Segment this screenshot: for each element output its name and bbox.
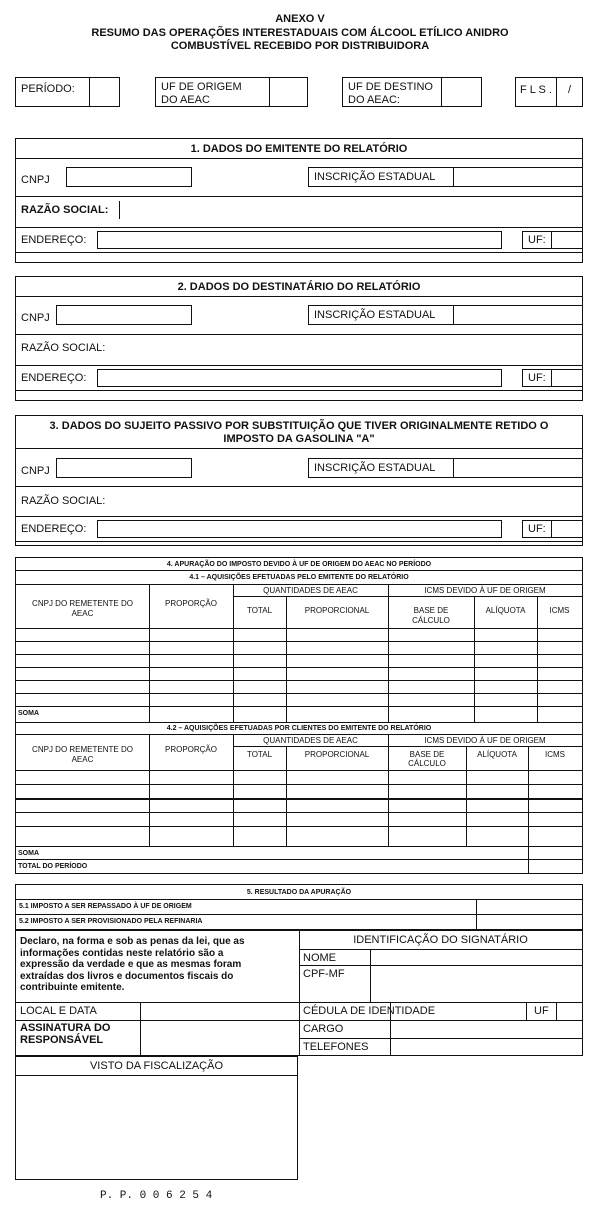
s2-razao-label: RAZÃO SOCIAL: — [21, 342, 106, 354]
t41-row[interactable] — [16, 706, 582, 707]
declaration-line: extraídas dos livros e documentos fiscais do — [20, 970, 234, 982]
s1-uf-box — [522, 231, 552, 249]
s3-inscricao-box — [308, 458, 454, 478]
signature-block — [15, 930, 583, 1056]
visto-fiscalizacao-title: VISTO DA FISCALIZAÇÃO — [89, 1060, 224, 1072]
cedula-uf-input[interactable] — [557, 1003, 582, 1019]
annex-label: ANEXO V — [275, 13, 325, 25]
s2-inscricao-box — [308, 305, 454, 325]
t42-col-base-1: BASE DE — [409, 750, 445, 759]
s1-endereco-input[interactable] — [97, 231, 502, 249]
t41-col-proporcao: PROPORÇÃO — [164, 599, 217, 608]
section-4-2-title: 4.2 – AQUISIÇÕES EFETUADAS POR CLIENTES DO EMITENTE DO RELATÓRIO — [166, 725, 432, 732]
s2-cnpj-label: CNPJ — [21, 312, 50, 324]
periodo-label: PERÍODO: — [21, 83, 75, 95]
t41-row[interactable] — [16, 654, 582, 655]
assinatura-label-1: ASSINATURA DO — [20, 1022, 111, 1034]
uf-origem-label-1: UF DE ORIGEM — [161, 81, 242, 93]
s2-cnpj-input[interactable] — [56, 305, 192, 325]
section-2-destinatario — [15, 276, 583, 401]
s3-endereco-label: ENDEREÇO: — [21, 523, 87, 535]
t42-col-quantidades: QUANTIDADES DE AEAC — [263, 736, 358, 745]
cedula-uf-label: UF — [534, 1005, 549, 1017]
uf-origem-label-2: DO AEAC — [161, 94, 210, 106]
footer-pp-code: P. P. 0 0 6 2 5 4 — [100, 1190, 213, 1202]
cpf-label: CPF-MF — [303, 968, 345, 980]
t41-col-proporcional: PROPORCIONAL — [304, 606, 370, 615]
declaration-line: Declaro, na forma e sob as penas da lei, que as — [20, 936, 245, 947]
s5-item-2-label: 5.2 IMPOSTO A SER PROVISIONADO PELA REFINARIA — [19, 918, 203, 925]
t42-col-icms: ICMS — [545, 750, 565, 759]
section-4-title: 4. APURAÇÃO DO IMPOSTO DEVIDO À UF DE ORIGEM DO AEAC NO PERÍODO — [166, 561, 432, 568]
t41-col-aliquota: ALÍQUOTA — [485, 606, 526, 615]
declaration-text — [20, 936, 296, 994]
assinatura-input[interactable] — [141, 1021, 299, 1056]
t41-col-cnpj-1: CNPJ DO REMETENTE DO — [32, 599, 133, 608]
declaration-line: informações contidas neste relatório são a — [20, 947, 224, 959]
fls-slash: / — [568, 84, 572, 96]
local-data-input[interactable] — [141, 1003, 299, 1019]
t42-col-cnpj-2: AEAC — [71, 755, 94, 764]
t42-col-icms-devido: ICMS DEVIDO À UF DE ORIGEM — [424, 736, 546, 745]
s2-uf-box — [522, 369, 552, 387]
s3-endereco-input[interactable] — [97, 520, 502, 538]
s1-inscricao-input[interactable] — [454, 167, 582, 187]
s1-cnpj-label: CNPJ — [21, 174, 50, 186]
s2-endereco-label: ENDEREÇO: — [21, 372, 87, 384]
t41-row[interactable] — [16, 680, 582, 681]
telefones-label: TELEFONES — [303, 1041, 369, 1053]
t41-col-cnpj-2: AEAC — [71, 609, 94, 618]
periodo-field[interactable] — [15, 77, 120, 107]
section-1-title: 1. DADOS DO EMITENTE DO RELATÓRIO — [190, 143, 408, 155]
uf-destino-field[interactable] — [342, 77, 482, 107]
identificacao-signatario-title: IDENTIFICAÇÃO DO SIGNATÁRIO — [353, 934, 528, 946]
uf-origem-field[interactable] — [155, 77, 308, 107]
telefones-input[interactable] — [391, 1039, 582, 1056]
section-5-title: 5. RESULTADO DA APURAÇÃO — [246, 889, 352, 896]
section-4-apuracao — [15, 557, 583, 874]
section-1-emitente — [15, 138, 583, 263]
t41-row[interactable] — [16, 693, 582, 694]
nome-label: NOME — [303, 952, 336, 964]
t42-row[interactable] — [16, 784, 582, 785]
t42-col-cnpj-1: CNPJ DO REMETENTE DO — [32, 745, 133, 754]
s1-inscricao-box — [308, 167, 454, 187]
section-3-sujeito-passivo — [15, 415, 583, 546]
t42-row[interactable] — [16, 812, 582, 813]
t41-col-base-2: CÁLCULO — [412, 616, 450, 625]
t41-col-quantidades: QUANTIDADES DE AEAC — [263, 586, 358, 595]
s1-uf-label: UF: — [528, 234, 546, 246]
s2-uf-label: UF: — [528, 372, 546, 384]
section-4-1-title: 4.1 – AQUISIÇÕES EFETUADAS PELO EMITENTE DO RELATÓRIO — [189, 574, 409, 581]
fls-label: F L S . — [520, 84, 552, 96]
t42-row[interactable] — [16, 826, 582, 827]
s1-uf-input[interactable] — [552, 231, 582, 249]
t42-col-proporcao: PROPORÇÃO — [164, 745, 217, 754]
cedula-label: CÉDULA DE IDENTIDADE — [303, 1005, 436, 1017]
t41-col-icms-devido: ICMS DEVIDO À UF DE ORIGEM — [424, 586, 546, 595]
local-data-label: LOCAL E DATA — [20, 1005, 97, 1017]
section-2-title: 2. DADOS DO DESTINATÁRIO DO RELATÓRIO — [177, 281, 421, 293]
cargo-input[interactable] — [391, 1021, 582, 1037]
t42-soma-label: SOMA — [18, 850, 39, 857]
declaration-line: expressão da verdade e que as mesmas foram — [20, 959, 242, 970]
s3-cnpj-input[interactable] — [56, 458, 192, 478]
t42-col-base-2: CÁLCULO — [408, 759, 446, 768]
t41-soma-label: SOMA — [18, 710, 39, 717]
t41-col-base-1: BASE DE — [413, 606, 449, 615]
visto-fiscalizacao-box[interactable] — [15, 1056, 298, 1180]
t41-col-icms: ICMS — [549, 606, 570, 615]
s2-endereco-input[interactable] — [97, 369, 502, 387]
s5-item-1-label: 5.1 IMPOSTO A SER REPASSADO À UF DE ORIGEM — [19, 903, 192, 910]
t41-col-total: TOTAL — [246, 606, 273, 615]
s3-inscricao-input[interactable] — [454, 458, 582, 478]
s3-cnpj-label: CNPJ — [21, 465, 50, 477]
t42-row[interactable] — [16, 846, 582, 847]
s3-uf-label: UF: — [528, 523, 546, 535]
cargo-label: CARGO — [303, 1023, 344, 1035]
t42-col-proporcional: PROPORCIONAL — [304, 750, 370, 759]
s1-razao-label: RAZÃO SOCIAL: — [21, 204, 109, 216]
uf-destino-label-1: UF DE DESTINO — [348, 81, 433, 93]
s1-inscricao-label: INSCRIÇÃO ESTADUAL — [314, 171, 436, 183]
assinatura-label-2: RESPONSÁVEL — [20, 1034, 104, 1046]
s3-razao-label: RAZÃO SOCIAL: — [21, 495, 106, 507]
document-subtitle: COMBUSTÍVEL RECEBIDO POR DISTRIBUIDORA — [170, 40, 430, 52]
s5-item-2-input[interactable] — [477, 915, 582, 928]
t41-row[interactable] — [16, 667, 582, 668]
t42-col-total: TOTAL — [246, 750, 273, 759]
s1-razao-input[interactable] — [120, 201, 582, 219]
total-periodo-label: TOTAL DO PERÍODO — [18, 863, 88, 870]
s3-razao-input[interactable] — [120, 492, 582, 510]
t42-row[interactable] — [16, 798, 582, 800]
uf-destino-label-2: DO AEAC: — [348, 94, 400, 106]
s3-uf-box — [522, 520, 552, 538]
s2-inscricao-input[interactable] — [454, 305, 582, 325]
t41-row[interactable] — [16, 641, 582, 642]
cedula-input[interactable] — [391, 1003, 526, 1019]
document-title: RESUMO DAS OPERAÇÕES INTERESTADUAIS COM ÁLCOOL ETÍLICO ANIDRO — [91, 27, 509, 39]
s2-razao-input[interactable] — [120, 339, 582, 357]
s5-item-1-input[interactable] — [477, 900, 582, 913]
s1-endereco-label: ENDEREÇO: — [21, 234, 87, 246]
declaration-line: contribuinte emitente. — [20, 982, 125, 993]
s2-inscricao-label: INSCRIÇÃO ESTADUAL — [314, 309, 436, 321]
s3-inscricao-label: INSCRIÇÃO ESTADUAL — [314, 462, 436, 474]
s3-uf-input[interactable] — [552, 520, 582, 538]
section-3-title-1: 3. DADOS DO SUJEITO PASSIVO POR SUBSTITUIÇÃO QUE TIVER ORIGINALMENTE RETIDO O — [49, 420, 549, 432]
s1-cnpj-input[interactable] — [66, 167, 192, 187]
s2-uf-input[interactable] — [552, 369, 582, 387]
section-3-title-2: IMPOSTO DA GASOLINA "A" — [223, 433, 375, 445]
nome-input[interactable] — [371, 950, 582, 965]
fls-field[interactable] — [515, 77, 583, 107]
section-5-resultado — [15, 884, 583, 930]
t42-col-aliquota: ALÍQUOTA — [477, 750, 517, 759]
cpf-input[interactable] — [371, 966, 582, 1002]
